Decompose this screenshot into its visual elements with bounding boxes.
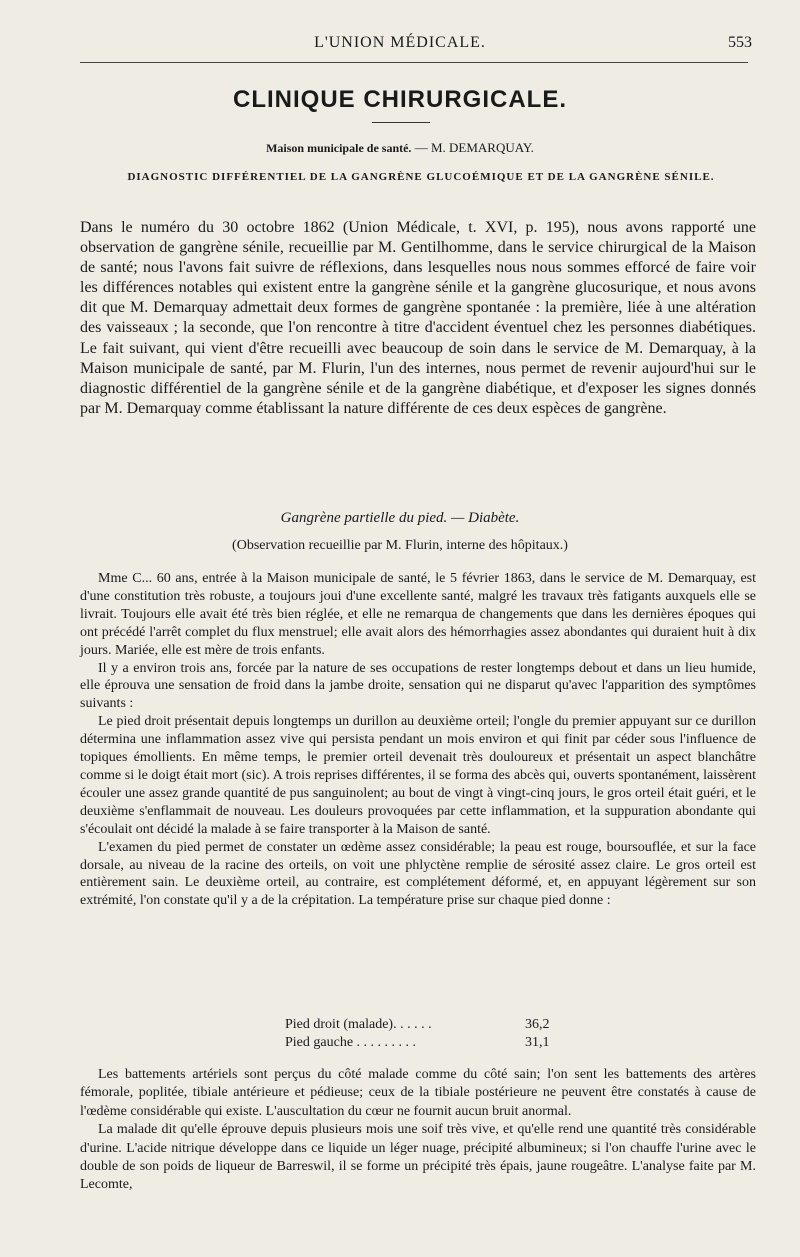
- closing-body: [80, 1066, 756, 1195]
- section-title: CLINIQUE CHIRURGICALE.: [233, 86, 567, 113]
- temperature-table: [285, 1016, 585, 1052]
- closing-paragraph: Les battements artériels sont perçus du côté malade comme du côté sain; l'on sent les battements des artères fémorale, poplitée, tibiale antérieure et pédieuse; ceux de la tibiale postérieure ne peuvent être constatés à cause de l'œdème considérable qui existe. L'auscultation du cœur ne fournit aucun bruit anormal.: [80, 1067, 756, 1119]
- department-separator: —: [411, 140, 431, 155]
- temperature-row: [285, 1016, 585, 1034]
- diagnosis-title: DIAGNOSTIC DIFFÉRENTIEL DE LA GANGRÈNE GLUCOÉMIQUE ET DE LA GANGRÈNE SÉNILE.: [127, 171, 715, 183]
- temperature-value: 31,1: [525, 1035, 550, 1050]
- temperature-label: Pied gauche . . . . . . . . .: [285, 1035, 417, 1050]
- running-title: L'UNION MÉDICALE.: [314, 34, 486, 51]
- page-number: 553: [728, 34, 752, 51]
- case-heading: Gangrène partielle du pied. — Diabète.: [280, 510, 520, 526]
- temperature-label: Pied droit (malade). . . . . .: [285, 1017, 432, 1032]
- title-rule: [372, 122, 430, 123]
- case-paragraph: Le pied droit présentait depuis longtemps un durillon au deuxième orteil; l'ongle du premier appuyant sur ce durillon détermina une inflammation assez vive qui persista pendant un mois environ et qui finit par céder sous l'influence de topiques émollients. En même temps, le premier orteil devenait très douloureux et présentait un aspect blanchâtre comme si le doigt était mort (sic). A trois reprises différentes, il se forma des abcès qui, ouverts spontanément, laissèrent écouler une assez grande quantité de pus sanguinolent; au bout de vingt à vingt-cinq jours, le gros orteil était guéri, et le deuxième s'enflammait de nouveau. Les douleurs provoquées par cette inflammation, et la suppuration abondante qui s'écoulait ont décidé la malade à se faire transporter à la Maison de santé.: [80, 714, 756, 837]
- temperature-value: 36,2: [525, 1017, 550, 1032]
- header-rule: [80, 62, 748, 63]
- running-head: [0, 34, 800, 58]
- case-body: [80, 570, 756, 910]
- intro-paragraph: Dans le numéro du 30 octobre 1862 (Union Médicale, t. XVI, p. 195), nous avons rapporté une observation de gangrène sénile, recueillie par M. Gentilhomme, dans le service chirurgical de la Maison de santé; nous l'avons fait suivre de réflexions, dans lesquelles nous nous sommes efforcé de faire voir les différences notables qui existent entre la gangrène sénile et la gangrène glucosurique, et nous avons dit que M. Demarquay admettait deux formes de gangrène spontanée : la première, liée à une altération des vaisseaux ; la seconde, que l'on rencontre à titre d'accident éventuel chez les personnes diabétiques. Le fait suivant, qui vient d'être recueilli avec beaucoup de soin dans le service de M. Demarquay, à la Maison municipale de santé, par M. Flurin, l'un des internes, nous permet de revenir aujourd'hui sur le diagnostic différentiel de la gangrène sénile et de la gangrène diabétique, et d'exposer les signes donnés par M. Demarquay comme établissant la nature différente de ces deux espèces de gangrène.: [80, 219, 756, 417]
- closing-paragraph: La malade dit qu'elle éprouve depuis plusieurs mois une soif très vive, et qu'elle rend une quantité très considérable d'urine. L'acide nitrique développe dans ce liquide un léger nuage, précipité albumineux; si l'on chauffe l'urine avec le double de son poids de liqueur de Barreswil, il se forme un précipité très épais, jaune rougeâtre. L'analyse faite par M. Lecomte,: [80, 1122, 756, 1193]
- case-paragraph: Il y a environ trois ans, forcée par la nature de ses occupations de rester longtemps debout et dans un lieu humide, elle éprouva une sensation de froid dans la jambe droite, sensation qui ne disparut qu'avec l'apparition des symptômes suivants :: [80, 660, 756, 712]
- institution-name: Maison municipale de santé.: [266, 141, 412, 155]
- chief-surgeon: M. DEMARQUAY.: [430, 140, 534, 155]
- department-line: [0, 140, 800, 156]
- temperature-row: [285, 1034, 585, 1052]
- case-paragraph: Mme C... 60 ans, entrée à la Maison municipale de santé, le 5 février 1863, dans le service de M. Demarquay, est d'une constitution très robuste, a toujours joui d'une excellente santé, malgré les travaux très fatigants auxquels elle se livrait. Toujours elle avait été très bien réglée, et elle ne remarqua de changements que dans les dernières époques qui ont précédé l'arrêt complet du flux menstruel; elle avait alors des hémorrhagies assez abondantes qui duraient huit à dix jours. Mariée, elle est mère de trois enfants.: [80, 571, 756, 658]
- case-note: (Observation recueillie par M. Flurin, interne des hôpitaux.): [232, 538, 568, 553]
- case-paragraph: L'examen du pied permet de constater un œdème assez considérable; la peau est rouge, boursouflée, et sur la face dorsale, au niveau de la racine des orteils, on voit une phlyctène remplie de sérosité assez claire. Le gros orteil est entièrement sain. Le deuxième orteil, au contraire, est complétement déformé, et, en appuyant légèrement sur son extrémité, l'on constate qu'il y a de la crépitation. La température prise sur chaque pied donne :: [80, 839, 756, 909]
